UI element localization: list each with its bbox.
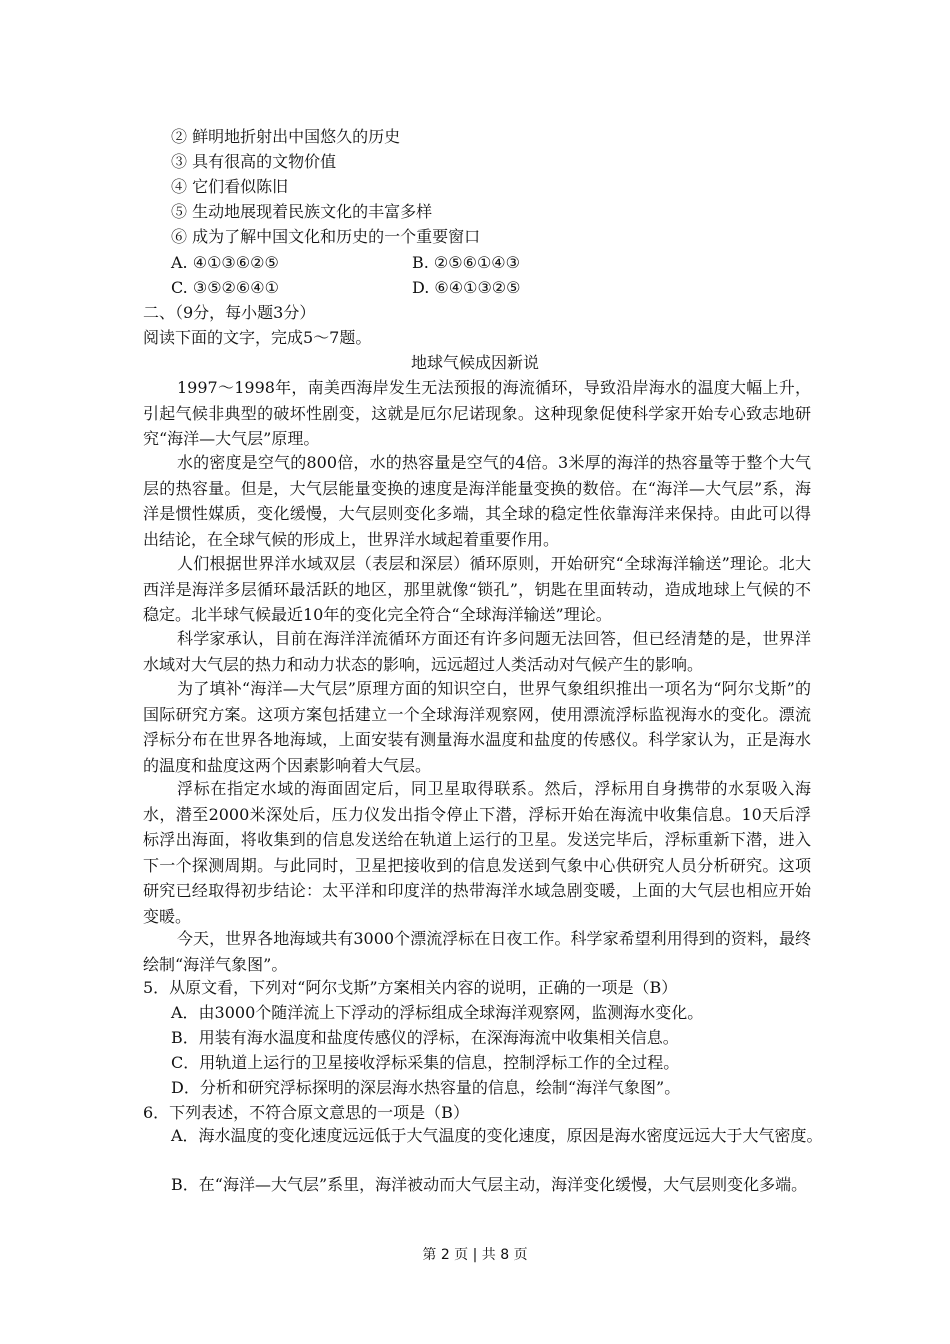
paragraph-3: 人们根据世界洋水域双层（表层和深层）循环原则，开始研究“全球海洋输送”理论。北大西洋是海洋多层循环最活跃的地区，那里就像“锁孔”，钥匙在里面转动，造成地球上气候的不稳定。北半球气候最近10年的变化完全符合“全球海洋输送”理论。 (143, 554, 811, 624)
paragraph-5: 为了填补“海洋—大气层”原理方面的知识空白，世界气象组织推出一项名为“阿尔戈斯”的国际研究方案。这项方案包括建立一个全球海洋观察网，使用漂流浮标监视海水的变化。漂流浮标分布在世界各地海域，上面安装有测量海水温度和盐度的传感仪。科学家认为，正是海水的温度和盐度这两个因素影响着大气层。 (143, 679, 811, 775)
section-heading: 二、（9分，每小题3分） (143, 303, 316, 322)
list-item-3: ③ 具有很高的文物价值 (171, 152, 337, 171)
question-5-option-c: C．用轨道上运行的卫星接收浮标采集的信息，控制浮标工作的全过程。 (171, 1053, 680, 1072)
list-item-4: ④ 它们看似陈旧 (171, 177, 289, 196)
q4-option-d: D. ⑥④①③②⑤ (412, 278, 521, 297)
list-item-5: ⑤ 生动地展现着民族文化的丰富多样 (171, 202, 433, 221)
page-footer: 第 2 页 | 共 8 页 (422, 1247, 528, 1263)
paragraph-7: 今天，世界各地海域共有3000个漂流浮标在日夜工作。科学家希望利用得到的资料，最终绘制“海洋气象图”。 (143, 929, 811, 974)
question-5-option-a: A．由3000个随洋流上下浮动的浮标组成全球海洋观察网，监测海水变化。 (171, 1003, 704, 1022)
paragraph-2: 水的密度是空气的800倍，水的热容量是空气的4倍。3米厚的海洋的热容量等于整个大气层的热容量。但是，大气层能量变换的速度是海洋能量变换的数倍。在“海洋—大气层”系，海洋是惯性媒质，变化缓慢，大气层则变化多端，其全球的稳定性依靠海洋来保持。由此可以得出结论，在全球气候的形成上，世界洋水域起着重要作用。 (143, 453, 811, 549)
q4-option-b: B. ②⑤⑥①④③ (412, 253, 520, 272)
list-item-2: ② 鲜明地折射出中国悠久的历史 (171, 127, 401, 146)
question-6-stem: 6．下列表述，不符合原文意思的一项是（B） (143, 1103, 469, 1122)
q4-option-c: C. ③⑤②⑥④① (171, 278, 279, 297)
question-6-option-b: B．在“海洋—大气层”系里，海洋被动而大气层主动，海洋变化缓慢，大气层则变化多端。 (171, 1175, 808, 1194)
paragraph-4: 科学家承认，目前在海洋洋流循环方面还有许多问题无法回答，但已经清楚的是，世界洋水域对大气层的热力和动力状态的影响，远远超过人类活动对气候产生的影响。 (143, 629, 811, 674)
q4-option-a: A. ④①③⑥②⑤ (171, 253, 279, 272)
section-instruction: 阅读下面的文字，完成5～7题。 (143, 328, 372, 347)
list-item-6: ⑥ 成为了解中国文化和历史的一个重要窗口 (171, 227, 481, 246)
article-title: 地球气候成因新说 (410, 353, 539, 372)
paragraph-6: 浮标在指定水域的海面固定后，同卫星取得联系。然后，浮标用自身携带的水泵吸入海水，潜至2000米深处后，压力仪发出指令停止下潜，浮标开始在海流中收集信息。10天后浮标浮出海面，将收集到的信息发送给在轨道上运行的卫星。发送完毕后，浮标重新下潜，进入下一个探测周期。与此同时，卫星把接收到的信息发送到气象中心供研究人员分析研究。这项研究已经取得初步结论：太平洋和印度洋的热带海洋水域急剧变暖，上面的大气层也相应开始变暖。 (143, 779, 811, 926)
paragraph-1: 1997～1998年，南美西海岸发生无法预报的海流循环，导致沿岸海水的温度大幅上升，引起气候非典型的破坏性剧变，这就是厄尔尼诺现象。这种现象促使科学家开始专心致志地研究“海洋—大气层”原理。 (143, 378, 811, 448)
question-5-option-d: D．分析和研究浮标探明的深层海水热容量的信息，绘制“海洋气象图”。 (171, 1078, 681, 1097)
question-6-option-a: A．海水温度的变化速度远远低于大气温度的变化速度，原因是海水密度远远大于大气密度。 (171, 1126, 823, 1145)
question-5-option-b: B．用装有海水温度和盐度传感仪的浮标，在深海海流中收集相关信息。 (171, 1028, 679, 1047)
question-5-stem: 5．从原文看，下列对“阿尔戈斯”方案相关内容的说明，正确的一项是（B） (143, 978, 678, 997)
